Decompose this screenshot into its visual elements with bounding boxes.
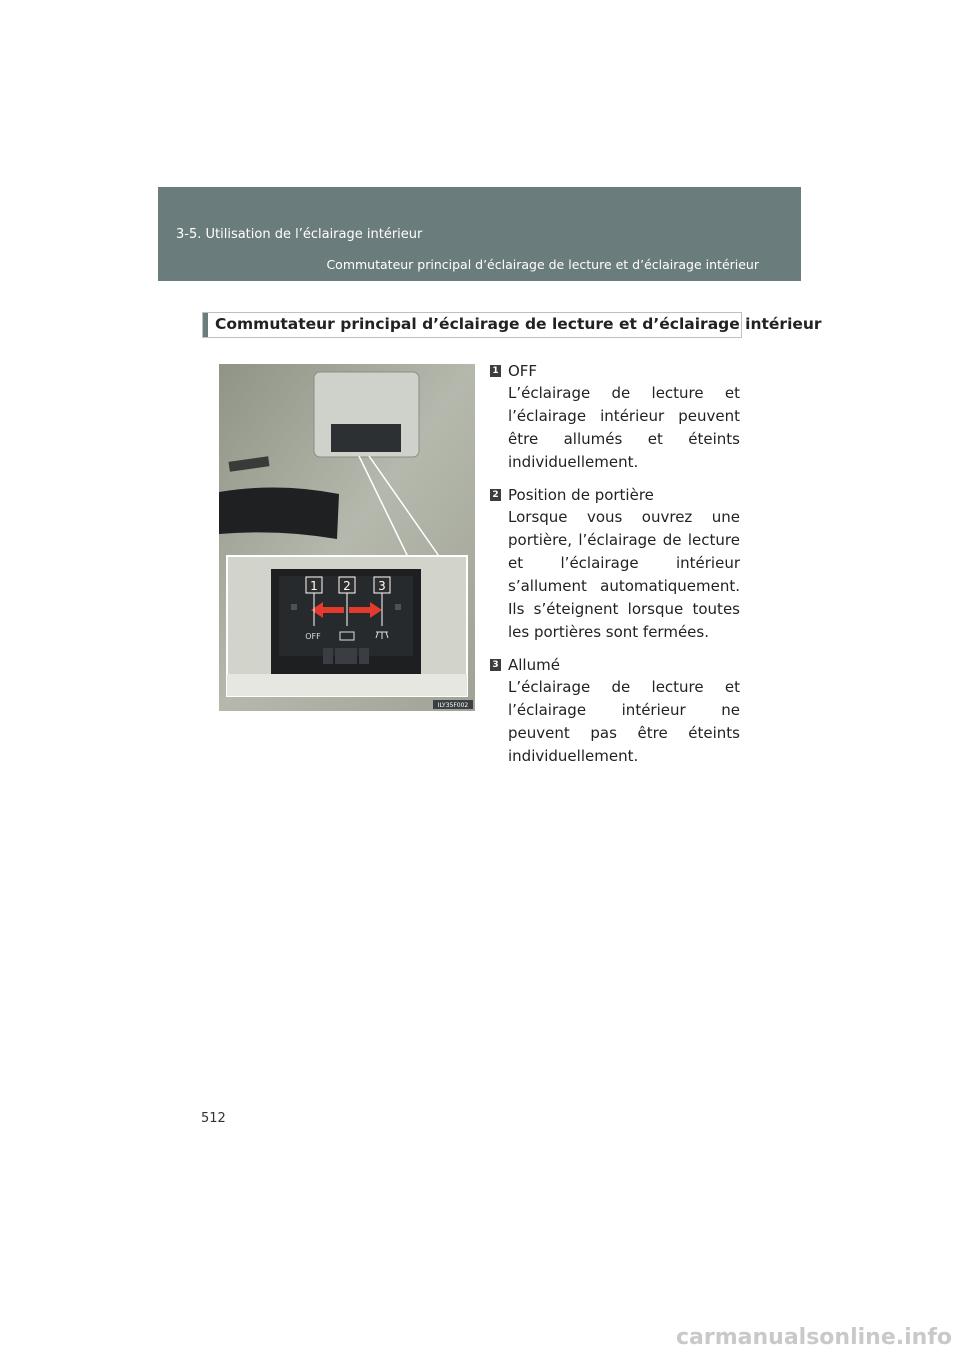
section-title-accent (203, 313, 208, 337)
item-number: 3 (490, 659, 501, 671)
section-title-box (202, 312, 822, 338)
switch-illustration (219, 364, 475, 711)
callout-3: 3 (378, 579, 386, 593)
item-title: Position de portière (508, 486, 654, 504)
item-description: Lorsque vous ouvrez une portière, l’éclairage de lecture et l’éclairage intérieur s’allument automatiquement. Ils s’éteignent lorsque toutes les portières sont fermées. (508, 508, 740, 641)
watermark: carmanualsonline.info (676, 1325, 952, 1350)
item-title: Allumé (508, 656, 560, 674)
list-item (490, 484, 740, 644)
item-description: L’éclairage de lecture et l’éclairage intérieur peuvent être allumés et éteints individuellement. (508, 384, 740, 471)
callout-1: 1 (310, 579, 318, 593)
page-number: 512 (201, 1111, 226, 1126)
console-switch-panel (331, 424, 401, 452)
rearview-mirror (219, 487, 339, 539)
item-title: OFF (508, 362, 538, 380)
figure-code: ILY35F002 (437, 702, 469, 709)
item-description: L’éclairage de lecture et l’éclairage intérieur ne peuvent pas être éteints individuellement. (508, 678, 740, 765)
switch-off-label: OFF (305, 632, 321, 641)
section-label: 3-5. Utilisation de l’éclairage intérieur (176, 227, 423, 242)
list-item (490, 360, 740, 474)
list-item (490, 654, 740, 768)
item-list (490, 360, 740, 778)
callout-2: 2 (343, 579, 351, 593)
item-number: 2 (490, 489, 501, 501)
header-subtitle: Commutateur principal d’éclairage de lecture et d’éclairage intérieur (326, 257, 759, 272)
item-number: 1 (490, 365, 501, 377)
section-title: Commutateur principal d’éclairage de lecture et d’éclairage intérieur (215, 315, 822, 333)
chapter-header (158, 187, 801, 281)
